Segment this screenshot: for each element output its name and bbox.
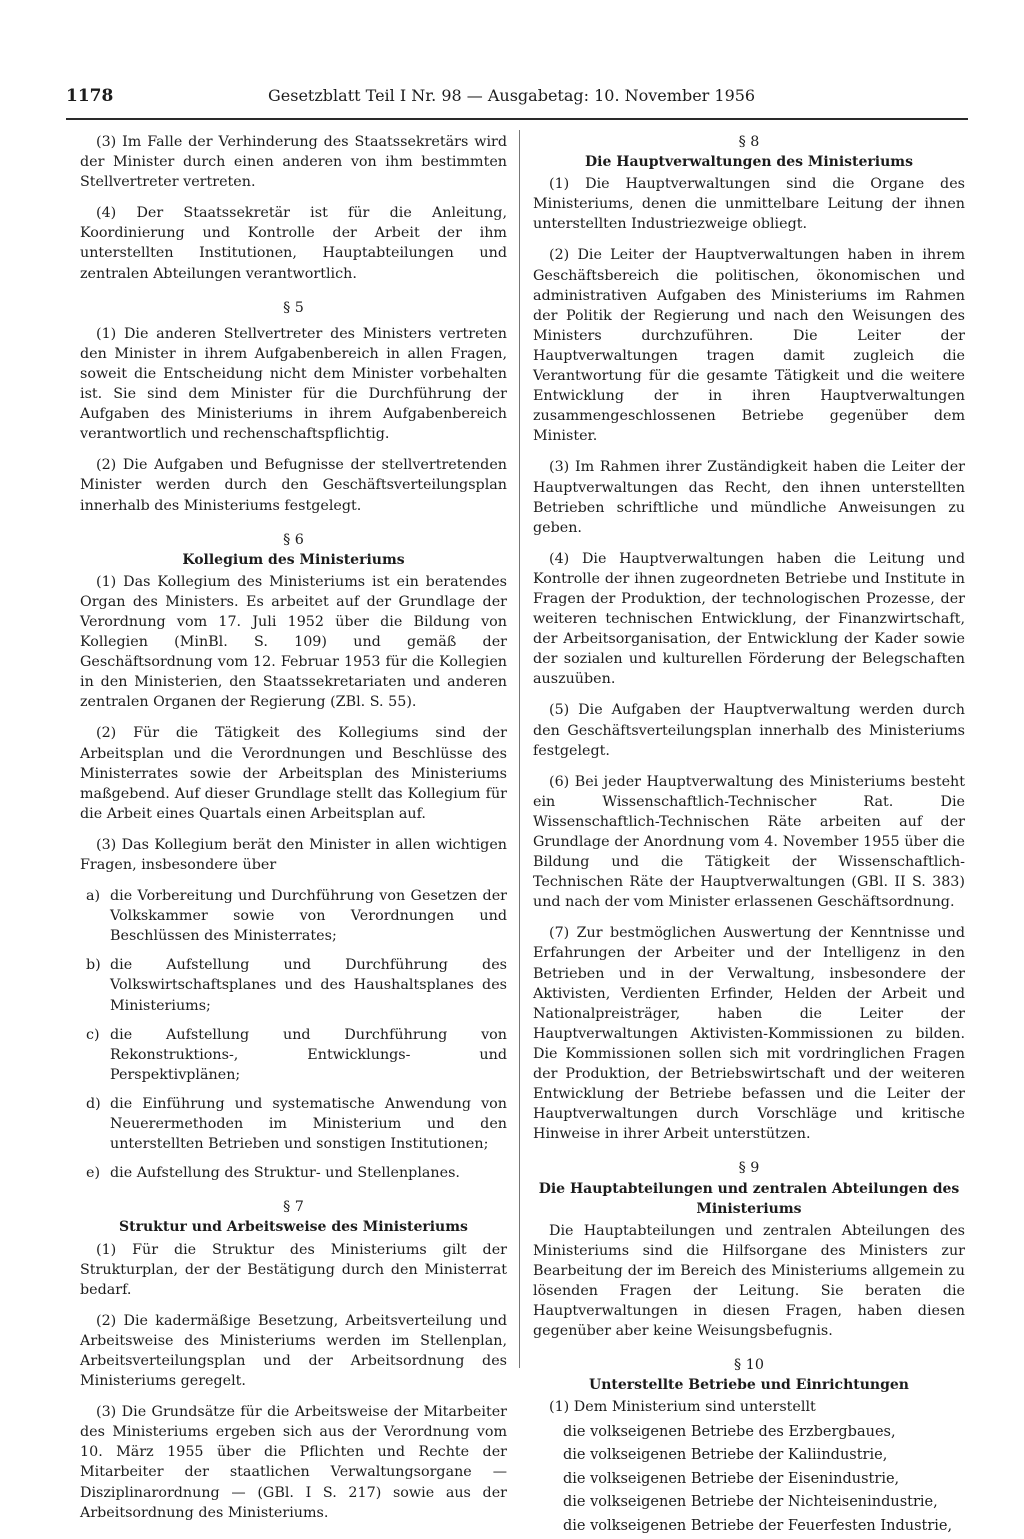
list-label: e) (86, 1165, 101, 1182)
section-title: Unterstellte Betriebe und Einrichtungen (589, 1377, 909, 1394)
page-header (66, 86, 966, 116)
paragraph: (2) Die kadermäßige Besetzung, Arbeitsverteilung und Arbeitsweise des Ministeriums werden im Stellenplan, Arbeitsverteilungsplan und der Arbeitsordnung des Ministeriums geregelt. (80, 1312, 507, 1390)
list-text: die Einführung und systematische Anwendung von Neuerermethoden im Ministerium und den unterstellten Betrieben und sonstigen Institutionen; (110, 1095, 507, 1153)
list-item: die volkseigenen Betriebe der Feuerfesten Industrie, (563, 1517, 953, 1534)
paragraph: (3) Die Grundsätze für die Arbeitsweise der Mitarbeiter des Ministeriums ergeben sich aus der Verordnung vom 10. März 1955 über die Pflichten und Rechte der Mitarbeiter der staatlichen Verwaltungsorgane — Disziplinarordnung — (GBl. I S. 217) sowie aus der Arbeitsordnung des Ministeriums. (80, 1404, 507, 1521)
header-rule (66, 118, 968, 120)
list-item: die volkseigenen Betriebe der Eisenindustrie, (563, 1470, 900, 1487)
list-item (80, 1025, 507, 1085)
list-label: c) (86, 1026, 100, 1043)
list-item (80, 886, 507, 946)
list-text: die Vorbereitung und Durchführung von Gesetzen der Volkskammer sowie von Verordnungen und Beschlüssen des Ministerrates; (110, 888, 507, 945)
paragraph: (3) Das Kollegium berät den Minister in allen wichtigen Fragen, insbesondere über (80, 836, 507, 873)
enumerated-list (80, 886, 507, 1183)
list-item: die volkseigenen Betriebe des Erzbergbaues, (563, 1423, 896, 1440)
list-text: die Aufstellung und Durchführung von Rekonstruktions-, Entwicklungs- und Perspektivplänen; (110, 1026, 507, 1083)
section-number: § 5 (283, 299, 304, 316)
list-label: b) (86, 957, 101, 974)
page-number: 1178 (66, 86, 114, 106)
list-label: d) (86, 1095, 101, 1112)
paragraph: (3) Im Rahmen ihrer Zuständigkeit haben die Leiter der Hauptverwaltungen das Recht, den ihnen unterstellten Betrieben schriftliche und mündliche Anweisungen zu geben. (533, 459, 965, 536)
paragraph: (2) Die Aufgaben und Befugnisse der stellvertretenden Minister werden durch den Geschäftsverteilungsplan innerhalb des Ministeriums festgelegt. (80, 457, 507, 514)
section-number: § 8 (738, 134, 760, 150)
column-divider (519, 130, 520, 1368)
section-title: Die Hauptabteilungen und zentralen Abteilungen des Ministeriums (538, 1180, 960, 1217)
list-label: a) (86, 888, 101, 905)
paragraph: (1) Für die Struktur des Ministeriums gilt der Strukturplan, der der Bestätigung durch den Ministerrat bedarf. (80, 1241, 507, 1298)
paragraph: Die Hauptabteilungen und zentralen Abteilungen des Ministeriums sind die Hilfsorgane des Ministers zur Bearbeitung der im Bereich des Ministeriums allgemein zu lösenden Fragen der Leitung. Sie beraten die Hauptverwaltungen in diesen Fragen, haben diesen gegenüber aber keine Weisungsbefugnis. (533, 1222, 965, 1340)
list-item (80, 1094, 507, 1154)
paragraph: (7) Zur bestmöglichen Auswertung der Kenntnisse und Erfahrungen der Arbeiter und der Intelligenz in den Betrieben und in der Verwaltung, insbesondere der Aktivisten, Verdienten Erfinder, Helden der Arbeit und Nationalpreisträger, haben die Leiter der Hauptverwaltungen Aktivisten-Kommissionen zu bilden. Die Kommissionen sollen sich mit vordringlichen Fragen der Produktion, der Betriebswirtschaft und der weiteren Entwicklung der Betriebe befassen und die Leiter der Hauptverwaltungen durch Vorschläge und kritische Hinweise in ihrer Arbeit unterstützen. (533, 925, 965, 1143)
section-number: § 10 (734, 1357, 764, 1374)
paragraph: (3) Im Falle der Verhinderung des Staatssekretärs wird der Minister durch einen anderen von ihm bestimmten Stellvertreter vertreten. (80, 134, 507, 191)
section-number: § 6 (283, 531, 304, 548)
paragraph: (1) Das Kollegium des Ministeriums ist ein beratendes Organ des Ministers. Es arbeitet auf der Grundlage der Verordnung vom 17. Juli 1952 über die Bildung von Kollegien (MinBl. S. 109) und gemäß der Geschäftsordnung vom 12. Februar 1953 für die Kollegien in den Ministerien, den Staatssekretariaten und anderen zentralen Organen der Regierung (ZBl. S. 55). (80, 573, 507, 711)
list-item: die volkseigenen Betriebe der Nichteisenindustrie, (563, 1494, 938, 1511)
paragraph: (4) Die Hauptverwaltungen haben die Leitung und Kontrolle der ihnen zugeordneten Betriebe und Institute in Fragen der Produktion, der technologischen Prozesse, der weiteren technischen Entwicklung, der Finanzwirtschaft, der Arbeitsorganisation, der Entwicklung der Kader sowie der sozialen und kulturellen Förderung der Belegschaften auszuüben. (533, 550, 965, 688)
section-title: Die Hauptverwaltungen des Ministeriums (585, 154, 913, 171)
list-text: die Aufstellung des Struktur- und Stellenplanes. (110, 1165, 460, 1182)
left-column (80, 132, 507, 1534)
paragraph: (1) Dem Ministerium sind unterstellt (549, 1399, 816, 1416)
enterprise-list (563, 1422, 965, 1537)
section-number: § 9 (738, 1160, 760, 1177)
section-title: Struktur und Arbeitsweise des Ministeriums (119, 1219, 468, 1236)
list-text: die Aufstellung und Durchführung des Volkswirtschaftsplanes und des Haushaltsplanes des Ministeriums; (110, 957, 507, 1014)
section-title: Kollegium des Ministeriums (182, 551, 405, 568)
section-number: § 7 (283, 1199, 304, 1216)
paragraph: (4) Der Staatssekretär ist für die Anleitung, Koordinierung und Kontrolle der Arbeit der ihm unterstellten Institutionen, Hauptabteilungen und zentralen Abteilungen verantwortlich. (80, 205, 507, 282)
list-item: die volkseigenen Betriebe der Kaliindustrie, (563, 1447, 888, 1464)
paragraph: (2) Die Leiter der Hauptverwaltungen haben in ihrem Geschäftsbereich die politischen, ökonomischen und administrativen Aufgaben des Ministeriums im Rahmen der Politik der Regierung und nach den Weisungen des Ministers durchzuführen. Die Leiter der Hauptverwaltungen tragen damit zugleich die Verantwortung für die gesamte Tätigkeit und die weitere Entwicklung der in ihren Hauptverwaltungen zusammengeschlossenen Betriebe gegenüber dem Minister. (533, 247, 965, 445)
paragraph: (1) Die Hauptverwaltungen sind die Organe des Ministeriums, denen die unmittelbare Leitung der ihnen unterstellten Industriezweige obliegt. (533, 176, 965, 233)
paragraph: (6) Bei jeder Hauptverwaltung des Ministeriums besteht ein Wissenschaftlich-Technischer Rat. Die Wissenschaftlich-Technischen Räte arbeiten auf der Grundlage der Anordnung vom 4. November 1955 über die Bildung und die Tätigkeit der Wissenschaftlich-Technischen Räte der Hauptverwaltungen (GBl. II S. 383) und nach der vom Minister erlassenen Geschäftsordnung. (533, 773, 965, 911)
paragraph: (2) Für die Tätigkeit des Kollegiums sind der Arbeitsplan und die Verordnungen und Beschlüsse des Ministerrates sowie der Arbeitsplan des Ministeriums maßgebend. Auf dieser Grundlage stellt das Kollegium für die Arbeit eines Quartals einen Arbeitsplan auf. (80, 725, 507, 822)
paragraph: (5) Die Aufgaben der Hauptverwaltung werden durch den Geschäftsverteilungsplan innerhalb des Ministeriums festgelegt. (533, 702, 965, 759)
paragraph: (1) Die anderen Stellvertreter des Ministers vertreten den Minister in ihrem Aufgabenbereich in allen Fragen, soweit die Entscheidung nicht dem Minister vorbehalten ist. Sie sind dem Minister für die Durchführung der Aufgaben des Ministeriums in ihrem Aufgabenbereich verantwortlich und rechenschaftspflichtig. (80, 325, 507, 443)
list-item (80, 1163, 507, 1183)
right-column (533, 132, 965, 1539)
list-item (80, 955, 507, 1015)
running-title: Gesetzblatt Teil I Nr. 98 — Ausgabetag: 10. November 1956 (268, 86, 756, 105)
